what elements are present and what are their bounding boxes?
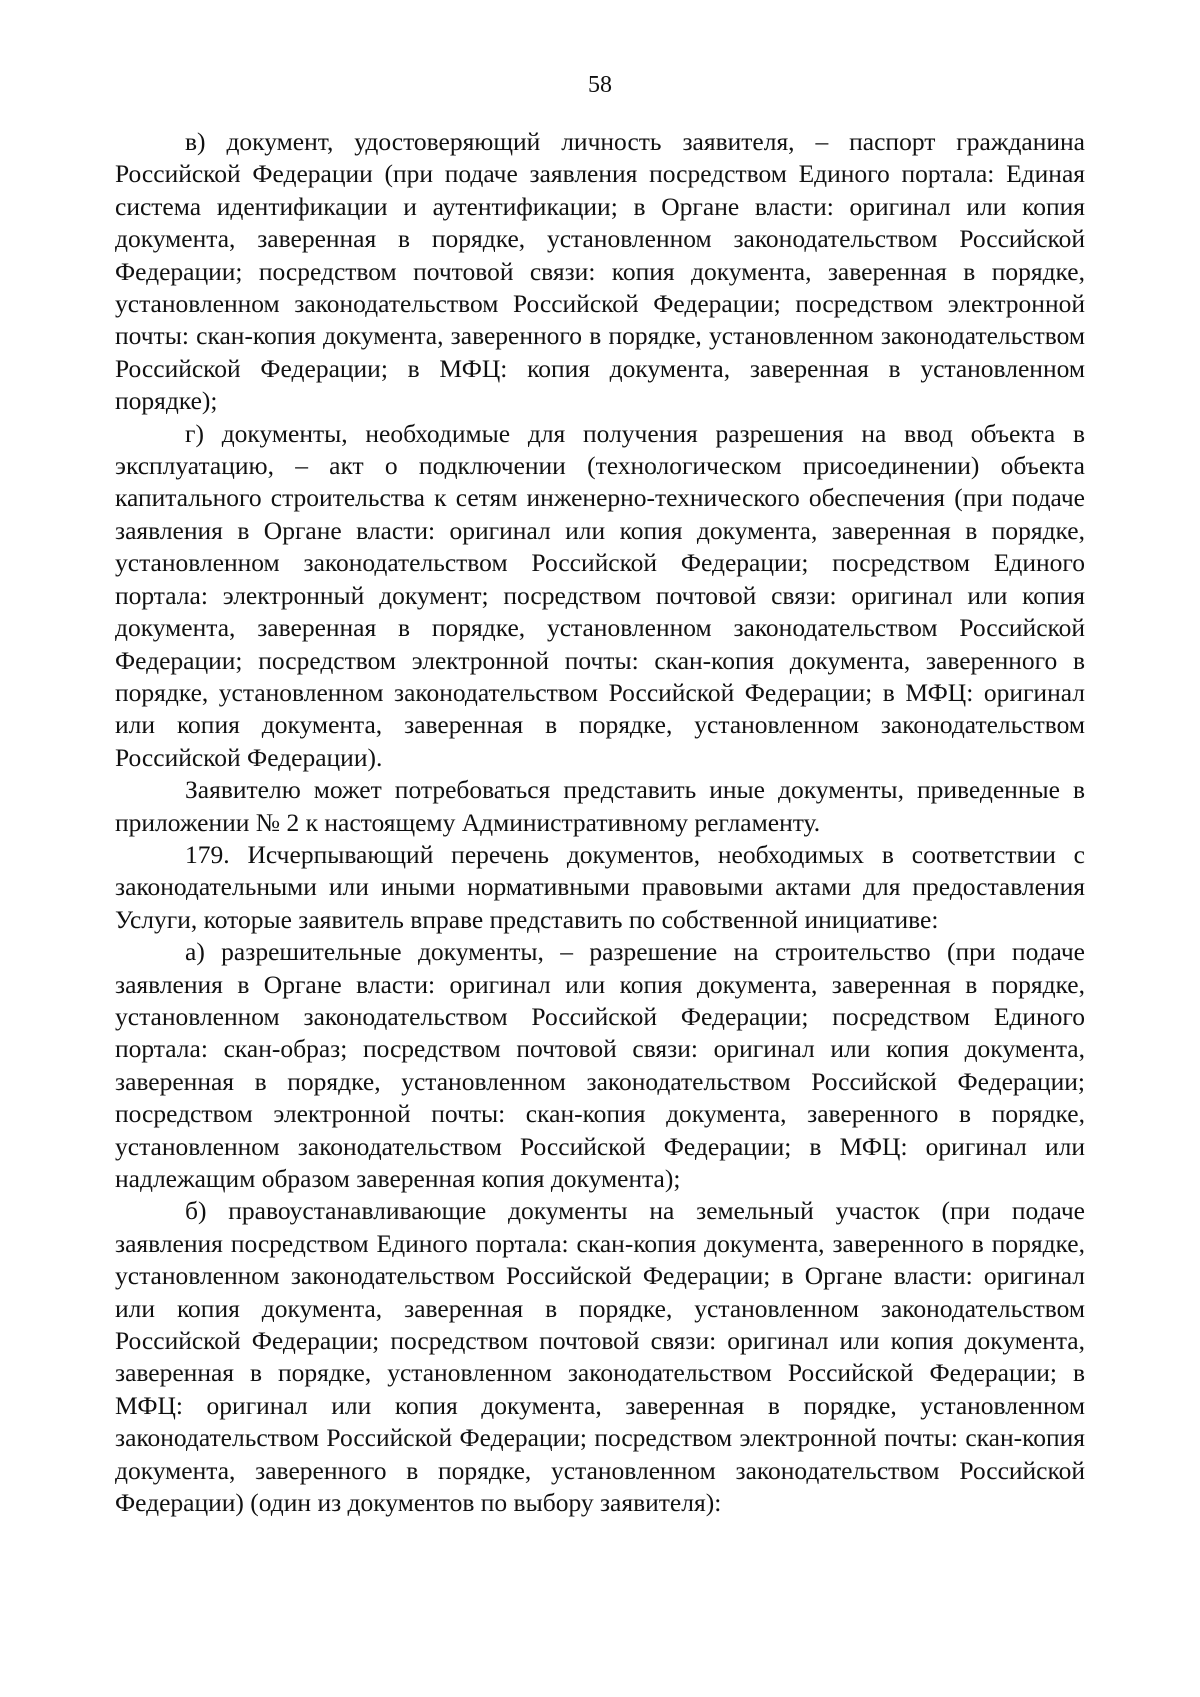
paragraph-item-g-commissioning-documents: г) документы, необходимые для получения разрешения на ввод объекта в эксплуатацию, – акт о подключении (технологическом присоединении) объекта капитального строительства к сетям инженерно-технического обеспечения (при подаче заявления в Органе власти: оригинал или копия документа, заверенная в порядке, установленном законодательством Российской Федерации; посредством Единого портала: электронный документ; посредством почтовой связи: оригинал или копия документа, заверенная в порядке, установленном законодательством Российской Федерации; посредством электронной почты: скан-копия документа, заверенного в порядке, установленном законодательством Российской Федерации; в МФЦ: оригинал или копия документа, заверенная в порядке, установленном законодательством Российской Федерации).	[115, 418, 1085, 772]
paragraph-item-a-permit-documents: а) разрешительные документы, – разрешение на строительство (при подаче заявления в Органе власти: оригинал или копия документа, заверенная в порядке, установленном законодательством Российской Федерации; посредством Единого портала: скан-образ; посредством почтовой связи: оригинал или копия документа, заверенная в порядке, установленном законодательством Российской Федерации; посредством электронной почты: скан-копия документа, заверенного в порядке, установленном законодательством Российской Федерации; в МФЦ: оригинал или надлежащим образом заверенная копия документа);	[115, 937, 1085, 1193]
paragraph-additional-documents-note: Заявителю может потребоваться представить иные документы, приведенные в приложении № 2 к настоящему Административному регламенту.	[115, 775, 1085, 837]
paragraph-item-v-identity-document: в) документ, удостоверяющий личность заявителя, – паспорт гражданина Российской Федерации (при подаче заявления посредством Единого портала: Единая система идентификации и аутентификации; в Органе власти: оригинал или копия документа, заверенная в порядке, установленном законодательством Российской Федерации; посредством почтовой связи: копия документа, заверенная в порядке, установленном законодательством Российской Федерации; посредством электронной почты: скан-копия документа, заверенного в порядке, установленном законодательством Российской Федерации; в МФЦ: копия документа, заверенная в установленном порядке);	[115, 127, 1085, 416]
document-body	[115, 126, 1085, 1519]
paragraph-clause-179: 179. Исчерпывающий перечень документов, необходимых в соответствии с законодательными или иными нормативными правовыми актами для предоставления Услуги, которые заявитель вправе представить по собственной инициативе:	[115, 839, 1085, 934]
paragraph-item-b-land-title-documents: б) правоустанавливающие документы на земельный участок (при подаче заявления посредством Единого портала: скан-копия документа, заверенного в порядке, установленном законодательством Российской Федерации; в Органе власти: оригинал или копия документа, заверенная в порядке, установленном законодательством Российской Федерации; посредством почтовой связи: оригинал или копия документа, заверенная в порядке, установленном законодательством Российской Федерации; в МФЦ: оригинал или копия документа, заверенная в порядке, установленном законодательством Российской Федерации; посредством электронной почты: скан-копия документа, заверенного в порядке, установленном законодательством Российской Федерации) (один из документов по выбору заявителя):	[115, 1196, 1085, 1518]
page-number: 58	[588, 72, 612, 98]
